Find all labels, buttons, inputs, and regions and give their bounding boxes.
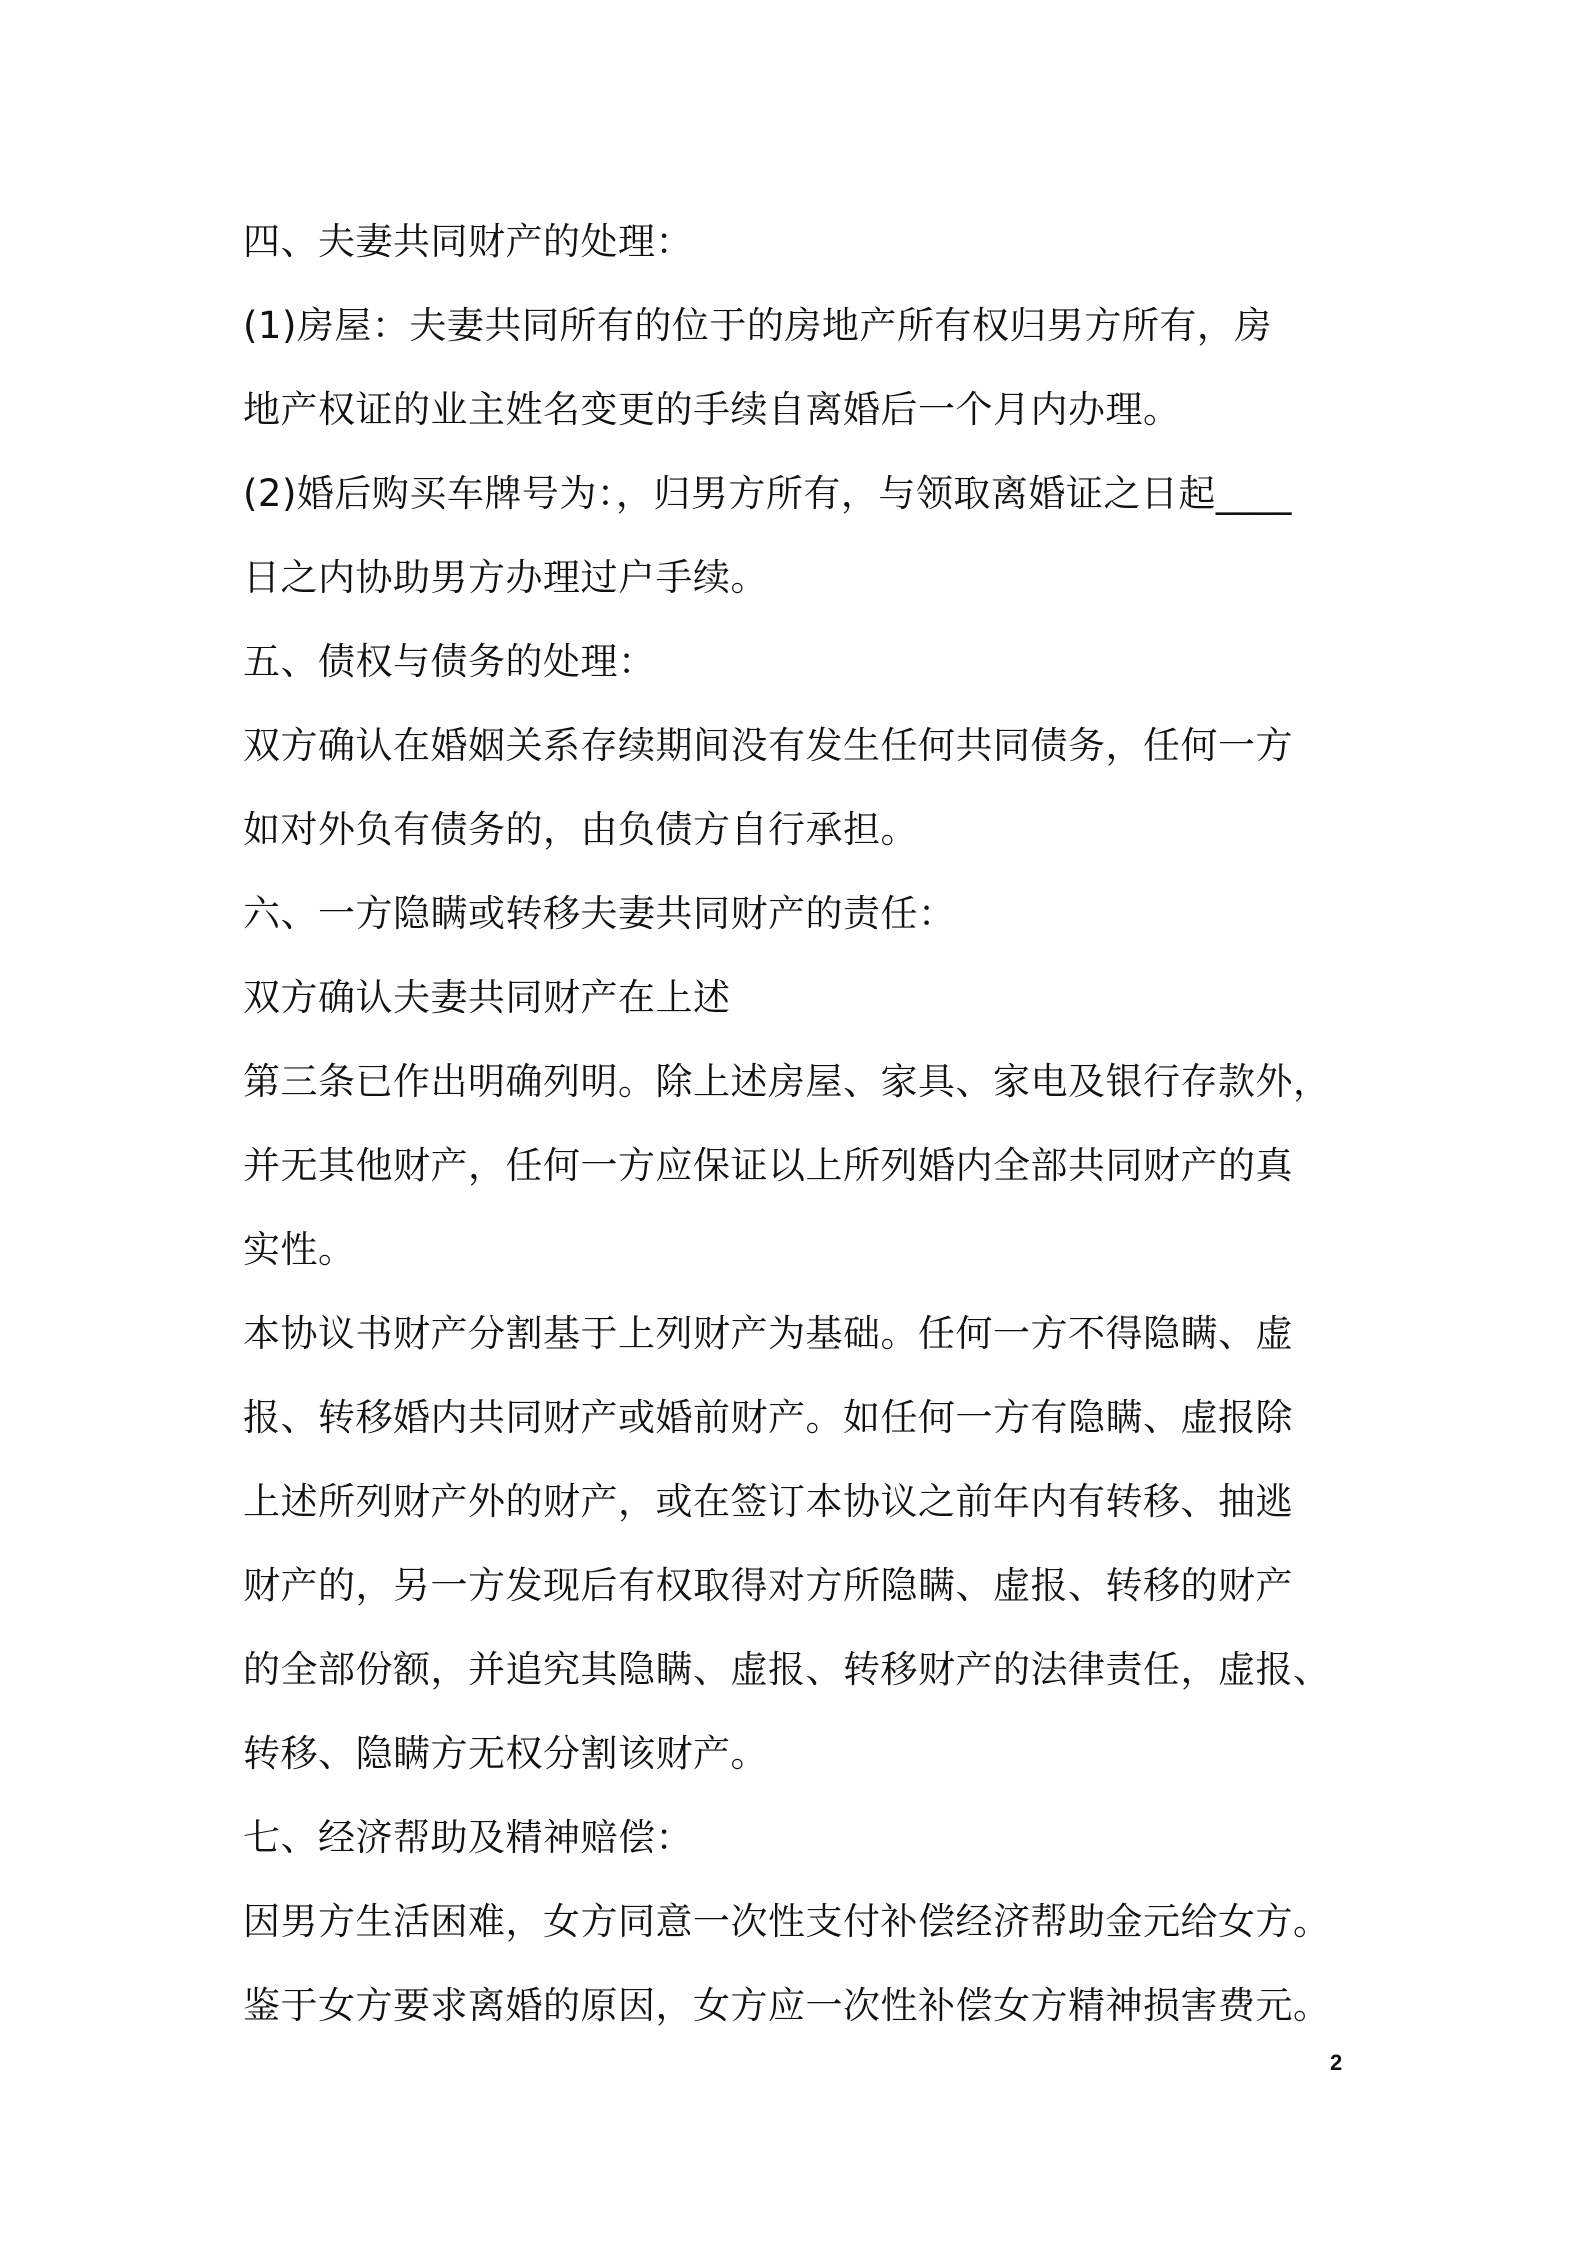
text-line: 的全部份额，并追究其隐瞒、虚报、转移财产的法律责任，虚报、 xyxy=(243,1648,1331,1691)
text-line: 如对外负有债务的，由负债方自行承担。 xyxy=(243,808,918,851)
text-line: 双方确认在婚姻关系存续期间没有发生任何共同债务，任何一方 xyxy=(243,724,1293,767)
text-line: (1)房屋：夫妻共同所有的位于的房地产所有权归男方所有，房 xyxy=(243,304,1272,347)
text-line: 因男方生活困难，女方同意一次性支付补偿经济帮助金元给女方。 xyxy=(243,1900,1331,1943)
text-line: (2)婚后购买车牌号为：，归男方所有，与领取离婚证之日起____ xyxy=(243,472,1292,515)
text-line: 实性。 xyxy=(243,1228,356,1271)
text-line: 转移、隐瞒方无权分割该财产。 xyxy=(243,1732,768,1775)
text-line: 上述所列财产外的财产，或在签订本协议之前年内有转移、抽逃 xyxy=(243,1480,1293,1523)
text-line: 本协议书财产分割基于上列财产为基础。任何一方不得隐瞒、虚 xyxy=(243,1312,1293,1355)
document-body xyxy=(243,200,1383,2048)
section-heading-6: 六、一方隐瞒或转移夫妻共同财产的责任： xyxy=(243,892,956,935)
page-number: 2 xyxy=(1330,2050,1343,2075)
text-line: 双方确认夫妻共同财产在上述 xyxy=(243,976,731,1019)
section-heading-7: 七、经济帮助及精神赔偿： xyxy=(243,1816,693,1859)
text-line: 财产的，另一方发现后有权取得对方所隐瞒、虚报、转移的财产 xyxy=(243,1564,1293,1607)
text-line: 并无其他财产，任何一方应保证以上所列婚内全部共同财产的真 xyxy=(243,1144,1293,1187)
text-line: 第三条已作出明确列明。除上述房屋、家具、家电及银行存款外， xyxy=(243,1060,1331,1103)
section-heading-4: 四、夫妻共同财产的处理： xyxy=(243,220,693,263)
text-line: 日之内协助男方办理过户手续。 xyxy=(243,556,768,599)
text-line: 报、转移婚内共同财产或婚前财产。如任何一方有隐瞒、虚报除 xyxy=(243,1396,1293,1439)
section-heading-5: 五、债权与债务的处理： xyxy=(243,640,656,683)
text-line: 鉴于女方要求离婚的原因，女方应一次性补偿女方精神损害费元。 xyxy=(243,1984,1331,2027)
text-line: 地产权证的业主姓名变更的手续自离婚后一个月内办理。 xyxy=(243,388,1181,431)
